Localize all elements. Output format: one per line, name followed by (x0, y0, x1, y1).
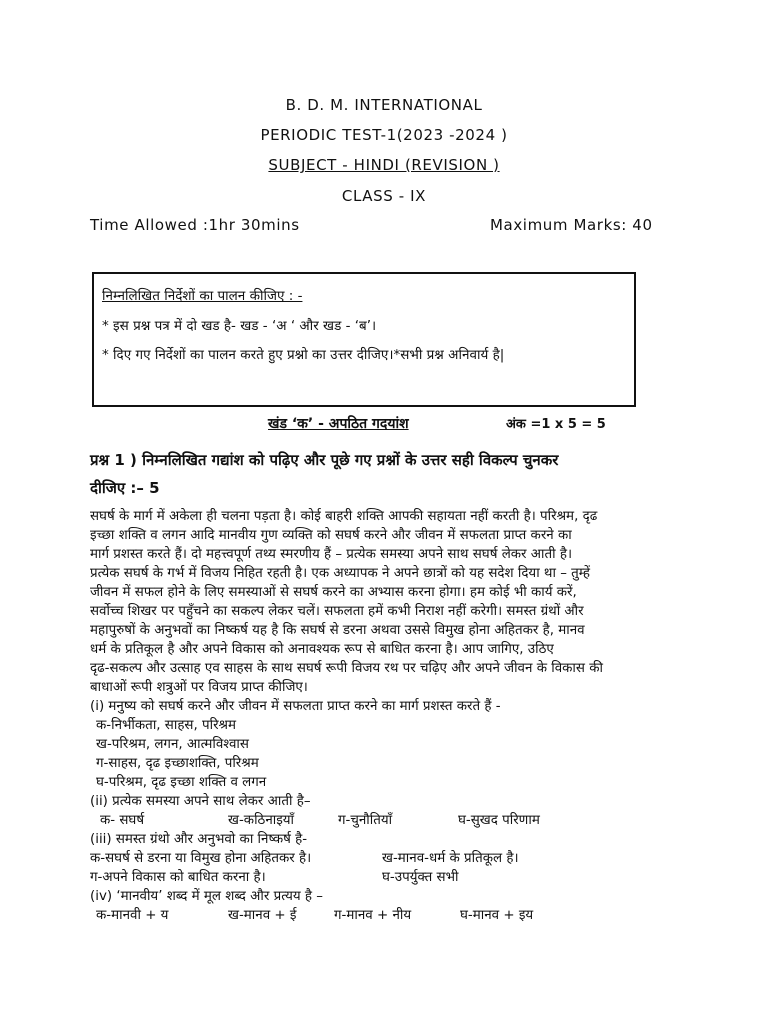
passage-line: सघर्ष के मार्ग में अकेला ही चलना पड़ता है। कोई बाहरी शक्ति आपकी सहायता नहीं करती है। परिश्रम, दृढ (90, 509, 598, 524)
passage-line: धर्म के प्रतिकूल है और अपने विकास को अनावश्यक रूप से बाधित करना है। आप जागिए, उठिए (90, 642, 554, 657)
question-iv-text: (iv) ‘मानवीय’ शब्द में मूल शब्द और प्रत्यय है – (90, 889, 323, 904)
option-ii-ga: ग-चुनौतियाँ (338, 813, 393, 828)
option-iii-gha: घ-उपर्युक्त सभी (382, 870, 459, 885)
option-i-ka: क-निर्भीकता, साहस, परिश्रम (96, 718, 237, 733)
question-1-line-2: दीजिए :– 5 (90, 479, 160, 497)
time-allowed: Time Allowed :1hr 30mins (90, 216, 300, 234)
passage-line: सर्वोच्च शिखर पर पहुँचने का सकल्प लेकर चलें। सफलता हमें कभी निराश नहीं करेगी। समस्त ग्रंथों और (90, 604, 584, 619)
question-1-line-1: प्रश्न 1 ) निम्नलिखित गद्यांश को पढ़िए और पूछे गए प्रश्नों के उत्तर सही विकल्प चुनकर (90, 451, 559, 469)
question-1-prompt (90, 446, 650, 502)
option-iii-ka: क-सघर्ष से डरना या विमुख होना अहितकर है। (90, 851, 312, 866)
instructions-title: निम्नलिखित निर्देशों का पालन कीजिए : - (102, 288, 303, 304)
option-iv-gha: घ-मानव + इय (460, 908, 534, 923)
option-i-gha: घ-परिश्रम, दृढ इच्छा शक्ति व लगन (96, 775, 267, 790)
option-iv-ka: क-मानवी + य (96, 908, 169, 923)
section-marks: अंक =1 x 5 = 5 (506, 417, 606, 432)
option-i-kha: ख-परिश्रम, लगन, आत्मविश्वास (96, 737, 249, 752)
passage-line: इच्छा शक्ति व लगन आदि मानवीय गुण व्यक्ति को सघर्ष करने और जीवन में सफलता प्राप्त करने का (90, 528, 572, 543)
question-i-text: (i) मनुष्य को सघर्ष करने और जीवन में सफलता प्राप्त करने का मार्ग प्रशस्त करते हैं - (90, 699, 501, 714)
instructions-box (92, 272, 636, 407)
passage-line: प्रत्येक सघर्ष के गर्भ में विजय निहित रहती है। एक अध्यापक ने अपने छात्रों को यह सदेश दिया था – तुम्हें (90, 566, 590, 581)
question-ii-text: (ii) प्रत्येक समस्या अपने साथ लेकर आती है– (90, 794, 311, 809)
passage-line: मार्ग प्रशस्त करते हैं। दो महत्त्वपूर्ण तथ्य स्मरणीय हैं – प्रत्येक समस्या अपने साथ सघर्ष लेकर आती है। (90, 547, 573, 562)
class-title: CLASS - IX (341, 187, 427, 205)
option-iii-kha: ख-मानव-धर्म के प्रतिकूल है। (382, 851, 519, 866)
option-ii-ka: क- सघर्ष (100, 813, 145, 828)
passage-line: जीवन में सफल होने के लिए समस्याओं से सघर्ष करने का अभ्यास करना होगा। हम कोई भी कार्य करें, (90, 585, 577, 600)
option-iv-kha: ख-मानव + ई (228, 908, 297, 923)
passage-line: बाधाओं रूपी शत्रुओं पर विजय प्राप्त कीजिए। (90, 680, 308, 695)
maximum-marks: Maximum Marks: 40 (490, 216, 653, 234)
school-name: B. D. M. INTERNATIONAL (285, 96, 483, 114)
passage-line: दृढ-सकल्प और उत्साह एव साहस के साथ सघर्ष रूपी विजय रथ पर चढ़िए और अपने जीवन के विकास की (90, 661, 603, 676)
option-ii-gha: घ-सुखद परिणाम (458, 813, 540, 828)
option-iii-ga: ग-अपने विकास को बाधित करना है। (90, 870, 266, 885)
question-iii-text: (iii) समस्त ग्रंथो और अनुभवो का निष्कर्ष है- (90, 832, 308, 847)
option-ii-kha: ख-कठिनाइयाँ (228, 813, 295, 828)
subject-title (0, 156, 768, 174)
option-i-ga: ग-साहस, दृढ इच्छाशक्ति, परिश्रम (96, 756, 259, 771)
passage-line: महापुरुषों के अनुभवों का निष्कर्ष यह है कि सघर्ष से डरना अथवा उससे विमुख होना अहितकर है, मानव (90, 623, 585, 638)
section-title: खंड ‘क’ - अपठित गदयांश (268, 416, 409, 432)
subject-text: SUBJECT - HINDI (REVISION ) (268, 156, 500, 174)
instruction-line-1: * इस प्रश्न पत्र में दो खड है- खड - ‘अ ‘ और खड - ‘ब’। (102, 318, 377, 334)
instruction-line-2: * दिए गए निर्देशों का पालन करते हुए प्रश्नो का उत्तर दीजिए।*सभी प्रश्न अनिवार्य है| (102, 347, 505, 363)
option-iv-ga: ग-मानव + नीय (334, 908, 412, 923)
test-title: PERIODIC TEST-1(2023 -2024 ) (260, 126, 508, 144)
